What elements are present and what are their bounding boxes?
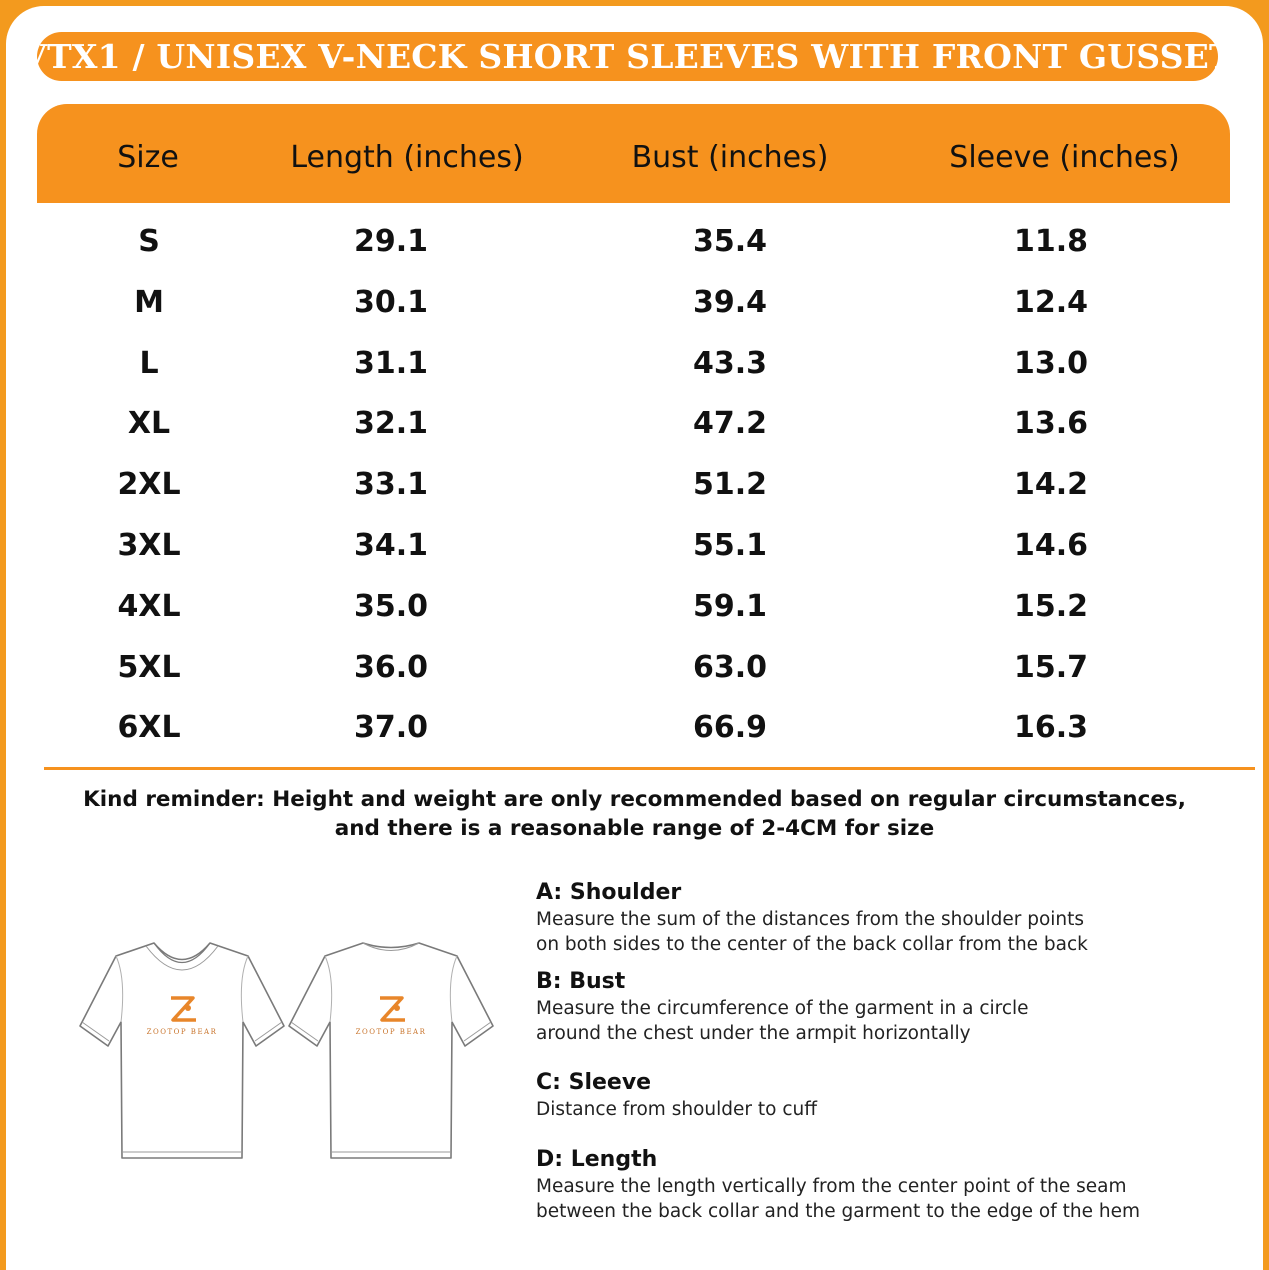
- cell-sleeve: 11.8: [1013, 224, 1089, 259]
- cell-size: 4XL: [117, 588, 181, 624]
- cell-length: 32.1: [353, 406, 429, 442]
- kind-reminder: [40, 785, 1229, 843]
- brand-wordmark: ZOOTOP BEAR: [146, 1028, 218, 1036]
- definition-text: on both sides to the center of the back collar from the back: [536, 934, 1088, 955]
- definition-length: [536, 1146, 1140, 1224]
- definition-bust: [536, 968, 1029, 1046]
- definition-text: Measure the length vertically from the center point of the seam: [536, 1176, 1127, 1197]
- cell-sleeve: 16.3: [1013, 710, 1089, 746]
- cell-length: 29.1: [353, 224, 429, 259]
- table-row: [0, 273, 1269, 334]
- table-row: [0, 698, 1269, 759]
- cell-bust: 55.1: [692, 527, 768, 563]
- header-sleeve: Sleeve (inches): [949, 140, 1180, 175]
- brand-wordmark: ZOOTOP BEAR: [355, 1028, 427, 1036]
- reminder-line-2: and there is a reasonable range of 2-4CM for size: [334, 816, 935, 841]
- definition-text: Distance from shoulder to cuff: [536, 1099, 817, 1120]
- cell-sleeve: 13.0: [1013, 345, 1089, 381]
- cell-bust: 43.3: [692, 345, 768, 381]
- definition-text: Measure the circumference of the garment in a circle: [536, 998, 1029, 1019]
- definition-heading: D: Length: [536, 1147, 658, 1172]
- table-row: [0, 455, 1269, 516]
- table-row: [0, 394, 1269, 455]
- cell-bust: 66.9: [692, 710, 768, 746]
- table-header: [37, 104, 1230, 203]
- tshirt-back-illustration: [285, 938, 499, 1164]
- table-row: [0, 638, 1269, 699]
- cell-length: 37.0: [353, 710, 429, 746]
- cell-bust: 39.4: [692, 284, 768, 320]
- cell-length: 30.1: [353, 284, 429, 320]
- cell-size: 6XL: [117, 710, 181, 746]
- cell-length: 35.0: [353, 588, 429, 624]
- table-row: [0, 516, 1269, 577]
- cell-size: S: [138, 224, 160, 259]
- definition-heading: B: Bust: [536, 969, 626, 994]
- cell-sleeve: 13.6: [1013, 406, 1089, 442]
- cell-size: XL: [127, 406, 171, 442]
- size-table-body: [0, 212, 1269, 759]
- cell-sleeve: 14.2: [1013, 467, 1089, 503]
- title-banner: [21, 32, 1234, 81]
- cell-size: L: [139, 345, 159, 381]
- reminder-line-1: Kind reminder: Height and weight are only recommended based on regular circumstances,: [83, 787, 1186, 812]
- cell-length: 36.0: [353, 649, 429, 685]
- cell-bust: 51.2: [692, 467, 768, 503]
- header-length: Length (inches): [290, 140, 524, 175]
- definition-sleeve: [536, 1069, 817, 1122]
- cell-length: 34.1: [353, 527, 429, 563]
- cell-length: 31.1: [353, 345, 429, 381]
- cell-bust: 59.1: [692, 588, 768, 624]
- tshirt-front-illustration: [76, 938, 290, 1164]
- cell-sleeve: 12.4: [1013, 284, 1089, 320]
- table-row: [0, 334, 1269, 395]
- definition-text: Measure the sum of the distances from the shoulder points: [536, 909, 1085, 930]
- cell-size: 2XL: [117, 467, 181, 503]
- definition-text: around the chest under the armpit horizontally: [536, 1023, 971, 1044]
- header-size: Size: [117, 140, 179, 175]
- cell-size: M: [134, 284, 164, 320]
- cell-bust: 63.0: [692, 649, 768, 685]
- definition-shoulder: [536, 879, 1088, 957]
- cell-size: 3XL: [117, 527, 181, 563]
- cell-sleeve: 15.2: [1013, 588, 1089, 624]
- definition-heading: C: Sleeve: [536, 1070, 652, 1095]
- section-divider: [44, 767, 1255, 770]
- definition-text: between the back collar and the garment to the edge of the hem: [536, 1201, 1141, 1222]
- table-row: [0, 577, 1269, 638]
- definition-heading: A: Shoulder: [536, 880, 682, 905]
- table-row: [0, 212, 1269, 273]
- cell-size: 5XL: [117, 649, 181, 685]
- cell-sleeve: 15.7: [1013, 649, 1089, 685]
- page-title: VTX1 / UNISEX V-NECK SHORT SLEEVES WITH FRONT GUSSET: [21, 37, 1234, 76]
- header-bust: Bust (inches): [631, 140, 829, 175]
- cell-sleeve: 14.6: [1013, 527, 1089, 563]
- cell-bust: 47.2: [692, 406, 768, 442]
- cell-length: 33.1: [353, 467, 429, 503]
- cell-bust: 35.4: [692, 224, 768, 259]
